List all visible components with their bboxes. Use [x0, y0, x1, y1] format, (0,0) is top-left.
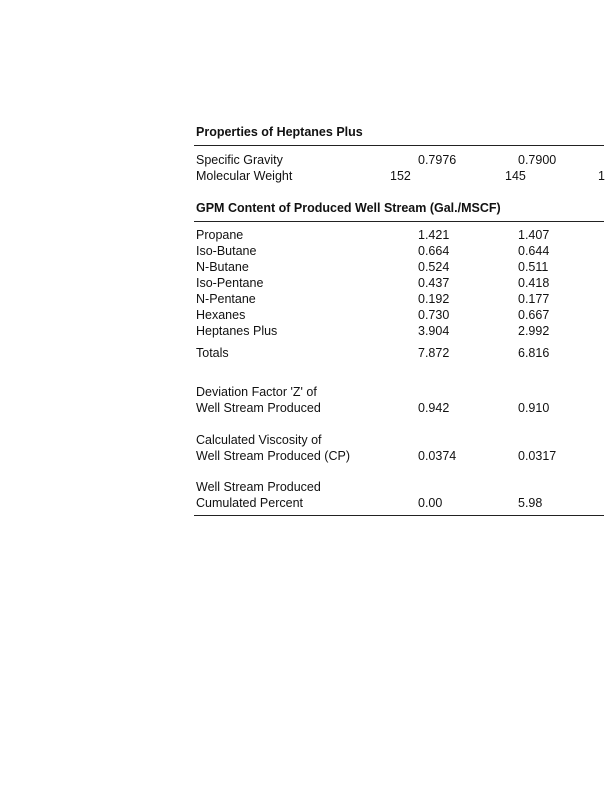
viscosity-label-line1: Calculated Viscosity of	[196, 433, 322, 447]
row-label: Iso-Butane	[196, 244, 257, 258]
row-value: 0.192	[418, 292, 450, 306]
viscosity-value: 0.0374	[418, 449, 457, 463]
table-bottom-rule	[194, 515, 604, 516]
row-value: 0.7976	[418, 153, 457, 167]
row-label: Iso-Pentane	[196, 276, 264, 290]
cumulated-label-line1: Well Stream Produced	[196, 480, 321, 494]
row-value: 0.437	[418, 276, 450, 290]
row-value: 1.407	[518, 228, 550, 242]
row-value: 1.421	[418, 228, 450, 242]
row-label: Specific Gravity	[196, 153, 283, 167]
totals-value: 6.816	[518, 346, 550, 360]
row-value: 0.644	[518, 244, 550, 258]
section-divider	[194, 145, 604, 146]
viscosity-label-line2: Well Stream Produced (CP)	[196, 449, 350, 463]
deviation-value: 0.910	[518, 401, 550, 415]
totals-value: 7.872	[418, 346, 450, 360]
deviation-label-line1: Deviation Factor 'Z' of	[196, 385, 317, 399]
row-value: 145	[505, 169, 526, 183]
row-value: 0.511	[518, 260, 549, 274]
row-value: 3.904	[418, 324, 450, 338]
row-value: 0.177	[518, 292, 550, 306]
row-value: 0.667	[518, 308, 550, 322]
row-value: 0.664	[418, 244, 450, 258]
row-value: 0.7900	[518, 153, 557, 167]
gpm-section-title: GPM Content of Produced Well Stream (Gal./MSCF)	[196, 201, 501, 215]
heptanes-section-title: Properties of Heptanes Plus	[196, 125, 363, 139]
row-label: Heptanes Plus	[196, 324, 278, 338]
row-value: 2.992	[518, 324, 550, 338]
deviation-label-line2: Well Stream Produced	[196, 401, 321, 415]
row-label: Molecular Weight	[196, 169, 293, 183]
viscosity-value: 0.0317	[518, 449, 557, 463]
row-label: N-Pentane	[196, 292, 256, 306]
row-value: 152	[390, 169, 411, 183]
row-value: 0.524	[418, 260, 450, 274]
row-value: 0.418	[518, 276, 550, 290]
row-label: N-Butane	[196, 260, 249, 274]
deviation-value: 0.942	[418, 401, 450, 415]
section-divider	[194, 221, 604, 222]
row-label: Propane	[196, 228, 244, 242]
cumulated-value: 5.98	[518, 496, 543, 510]
totals-label: Totals	[196, 346, 229, 360]
row-value: 1	[598, 169, 605, 183]
cumulated-label-line2: Cumulated Percent	[196, 496, 304, 510]
row-value: 0.730	[418, 308, 450, 322]
cumulated-value: 0.00	[418, 496, 443, 510]
row-label: Hexanes	[196, 308, 246, 322]
